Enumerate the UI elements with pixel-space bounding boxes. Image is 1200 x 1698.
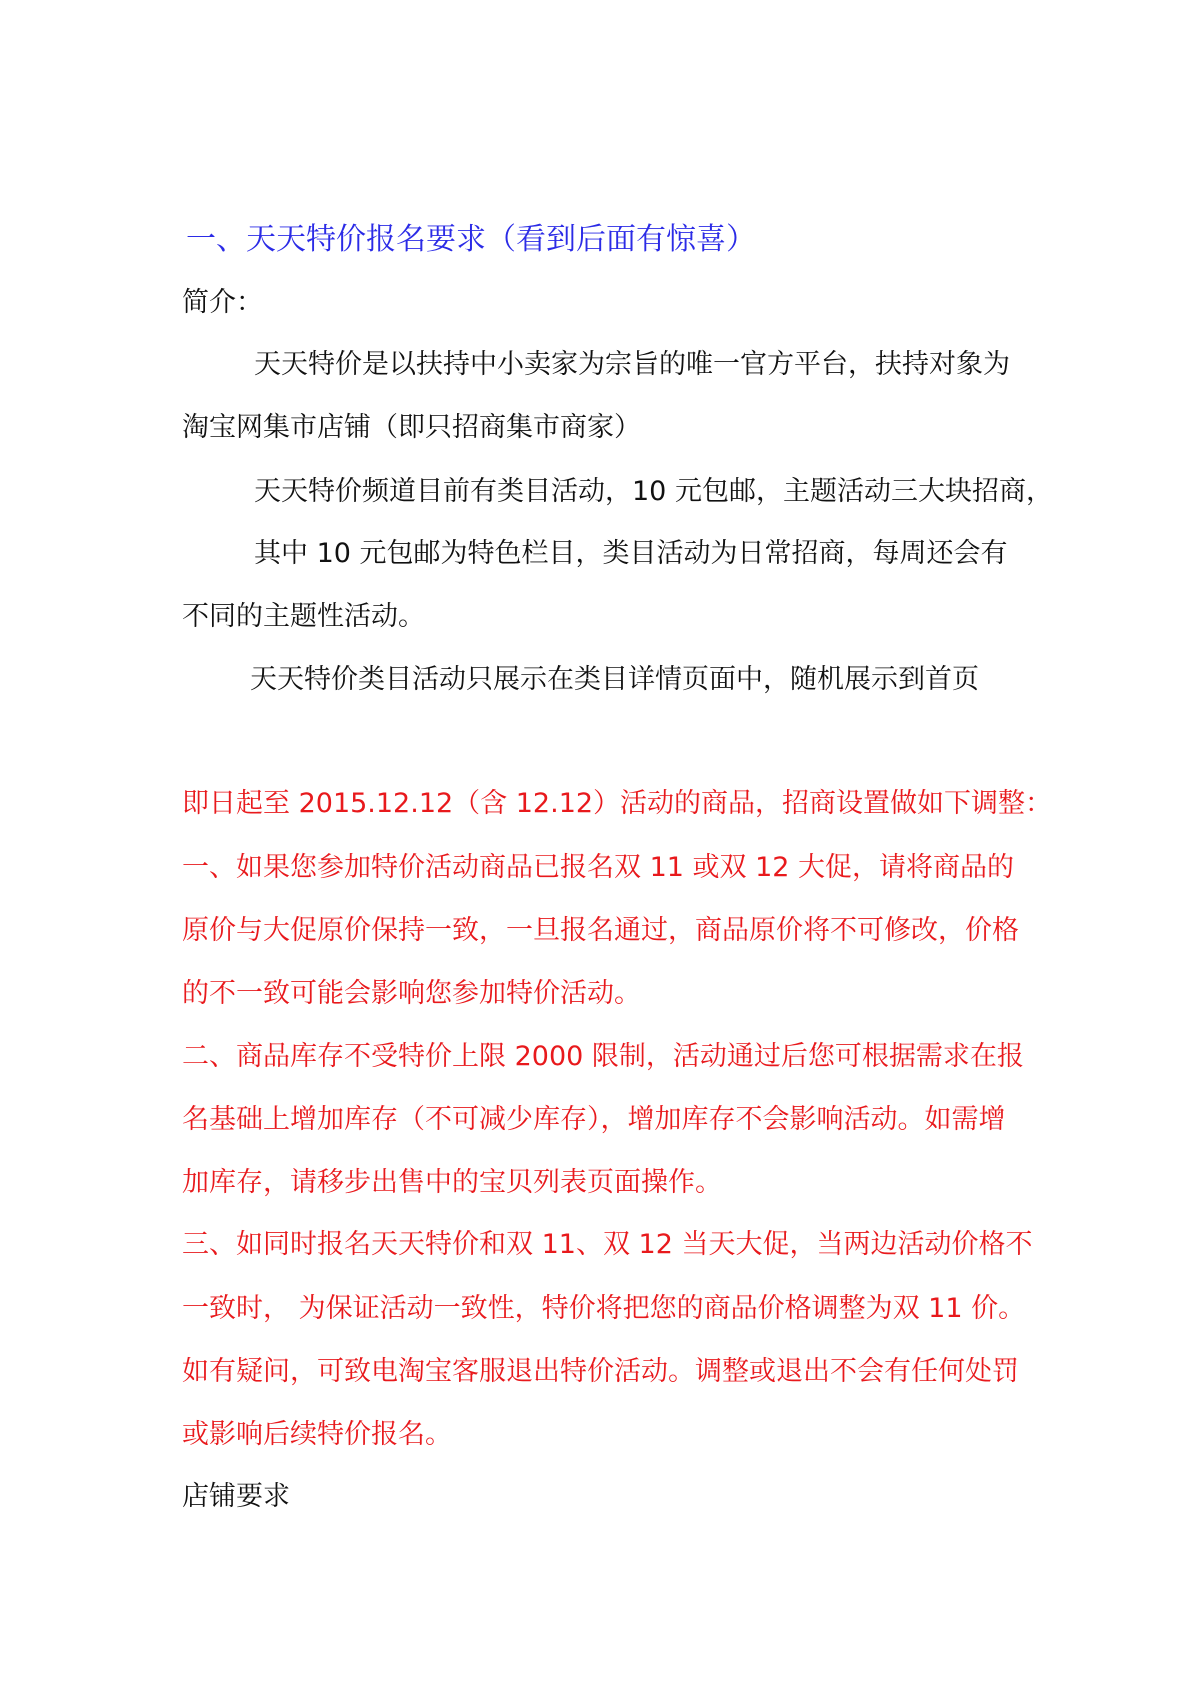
notice-line: 原价与大促原价保持一致，一旦报名通过，商品原价将不可修改，价格 (182, 915, 1019, 946)
notice-line: 二、商品库存不受特价上限 2000 限制，活动通过后您可根据需求在报 (182, 1041, 1024, 1072)
notice-line: 加库存，请移步出售中的宝贝列表页面操作。 (182, 1167, 722, 1198)
section-heading: 一、天天特价报名要求（看到后面有惊喜） (186, 222, 756, 257)
intro-label: 简介： (182, 287, 263, 318)
intro-paragraph-line: 天天特价频道目前有类目活动，10 元包邮，主题活动三大块招商， (254, 476, 1053, 507)
notice-line: 的不一致可能会影响您参加特价活动。 (182, 978, 641, 1009)
notice-line: 名基础上增加库存（不可减少库存），增加库存不会影响活动。如需增 (182, 1104, 1006, 1135)
notice-line: 即日起至 2015.12.12（含 12.12）活动的商品，招商设置做如下调整： (182, 788, 1053, 819)
intro-paragraph-line: 淘宝网集市店铺（即只招商集市商家） (182, 412, 641, 443)
notice-line: 如有疑问，可致电淘宝客服退出特价活动。调整或退出不会有任何处罚 (182, 1356, 1019, 1387)
section-label-shop-requirements: 店铺要求 (182, 1481, 290, 1512)
intro-paragraph-line: 不同的主题性活动。 (182, 601, 425, 632)
intro-paragraph-line: 其中 10 元包邮为特色栏目，类目活动为日常招商，每周还会有 (254, 538, 1008, 569)
notice-line: 一致时， 为保证活动一致性，特价将把您的商品价格调整为双 11 价。 (182, 1293, 1026, 1324)
intro-paragraph-line: 天天特价是以扶持中小卖家为宗旨的唯一官方平台，扶持对象为 (254, 349, 1010, 380)
intro-paragraph-line: 天天特价类目活动只展示在类目详情页面中，随机展示到首页 (250, 664, 979, 695)
notice-line: 一、如果您参加特价活动商品已报名双 11 或双 12 大促，请将商品的 (182, 852, 1015, 883)
notice-line: 三、如同时报名天天特价和双 11、双 12 当天大促，当两边活动价格不 (182, 1229, 1033, 1260)
notice-line: 或影响后续特价报名。 (182, 1419, 452, 1450)
